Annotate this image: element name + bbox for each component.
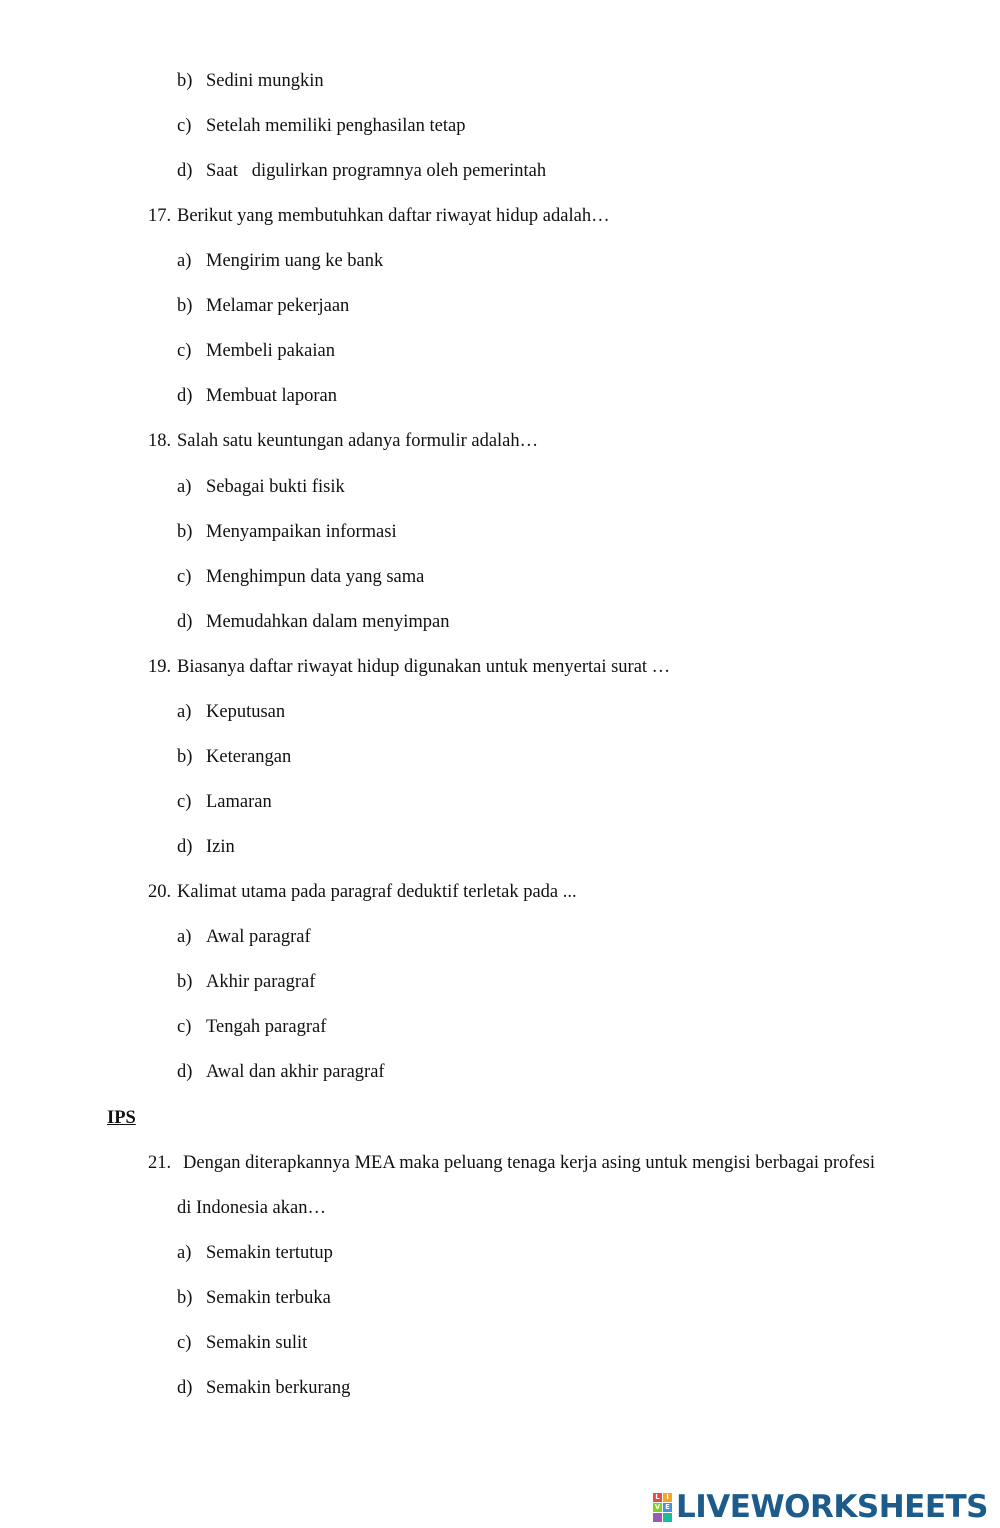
question-text: Salah satu keuntungan adanya formulir adalah…	[177, 431, 539, 451]
option-text: Semakin tertutup	[206, 1243, 333, 1263]
q16-option-b	[177, 69, 324, 93]
option-text: Semakin terbuka	[206, 1288, 331, 1308]
option-text: Sebagai bukti fisik	[206, 477, 345, 497]
logo-mark-cell: V	[654, 1502, 661, 1511]
section-heading-ips: IPS	[107, 1108, 136, 1128]
option-text: Menyampaikan informasi	[206, 522, 397, 542]
option-text: Keterangan	[206, 747, 292, 767]
option-letter: a)	[177, 702, 192, 722]
option-letter: a)	[177, 927, 192, 947]
option-letter: b)	[177, 1288, 193, 1308]
question-text: Dengan diterapkannya MEA maka peluang tenaga kerja asing untuk mengisi berbagai profesi	[183, 1153, 875, 1173]
option-text: Semakin berkurang	[206, 1378, 351, 1398]
option-text: Melamar pekerjaan	[206, 296, 350, 316]
question-19	[148, 655, 670, 679]
option-text: Mengirim uang ke bank	[206, 251, 384, 271]
q21-option-b	[177, 1286, 331, 1310]
q21-option-c	[177, 1331, 307, 1355]
option-letter: c)	[177, 116, 192, 136]
option-letter: c)	[177, 1333, 192, 1353]
logo-mark-cell: E	[663, 1503, 672, 1512]
q17-option-a	[177, 249, 383, 273]
q19-option-d	[177, 835, 235, 859]
liveworksheets-logo-text: LIVEWORKSHEETS	[676, 1489, 988, 1525]
q20-option-a	[177, 925, 311, 949]
option-letter: a)	[177, 1243, 192, 1263]
q18-option-d	[177, 610, 450, 634]
option-letter: b)	[177, 296, 193, 316]
logo-mark-cell: L	[653, 1493, 662, 1502]
q21-option-a	[177, 1241, 333, 1265]
option-letter: d)	[177, 386, 193, 406]
option-letter: d)	[177, 1378, 193, 1398]
q18-option-a	[177, 475, 345, 499]
option-letter: d)	[177, 161, 193, 181]
q19-option-b	[177, 745, 291, 769]
q20-option-c	[177, 1015, 326, 1039]
option-letter: b)	[177, 71, 193, 91]
q20-option-d	[177, 1060, 385, 1084]
question-20	[148, 880, 577, 904]
option-text: Membuat laporan	[206, 386, 337, 406]
option-letter: a)	[177, 477, 192, 497]
option-text: Keputusan	[206, 702, 286, 722]
q17-option-b	[177, 294, 349, 318]
option-text: Membeli pakaian	[206, 341, 335, 361]
option-letter: d)	[177, 837, 193, 857]
question-number: 18.	[148, 431, 172, 451]
option-text: Akhir paragraf	[206, 972, 316, 992]
option-text: Sedini mungkin	[206, 71, 324, 91]
option-letter: b)	[177, 747, 193, 767]
option-letter: a)	[177, 251, 192, 271]
question-17	[148, 204, 610, 228]
q18-option-c	[177, 565, 424, 589]
option-text: Saat digulirkan programnya oleh pemerintah	[206, 161, 547, 181]
option-text: Lamaran	[206, 792, 272, 812]
q16-option-d	[177, 159, 546, 183]
option-letter: b)	[177, 522, 193, 542]
question-text: Kalimat utama pada paragraf deduktif terletak pada ...	[177, 882, 577, 902]
option-letter: c)	[177, 341, 192, 361]
liveworksheets-logo[interactable]	[653, 1490, 988, 1524]
q16-option-c	[177, 114, 465, 138]
q17-option-c	[177, 339, 335, 363]
question-number: 21.	[148, 1153, 172, 1173]
question-text: Biasanya daftar riwayat hidup digunakan untuk menyertai surat …	[177, 657, 671, 677]
option-text: Menghimpun data yang sama	[206, 567, 425, 587]
question-21-continuation: di Indonesia akan…	[177, 1198, 326, 1218]
q21-option-d	[177, 1376, 350, 1400]
q20-option-b	[177, 970, 315, 994]
question-number: 19.	[148, 657, 172, 677]
q19-option-c	[177, 790, 272, 814]
option-text: Tengah paragraf	[206, 1017, 327, 1037]
question-21	[148, 1151, 875, 1175]
option-text: Setelah memiliki penghasilan tetap	[206, 116, 466, 136]
logo-mark-cell	[663, 1513, 672, 1522]
logo-mark-cell	[653, 1513, 662, 1522]
option-letter: c)	[177, 792, 192, 812]
option-letter: d)	[177, 1062, 193, 1082]
option-letter: d)	[177, 612, 193, 632]
q17-option-d	[177, 384, 337, 408]
option-letter: b)	[177, 972, 193, 992]
option-text: Awal dan akhir paragraf	[206, 1062, 385, 1082]
question-text: Berikut yang membutuhkan daftar riwayat hidup adalah…	[177, 206, 610, 226]
question-number: 20.	[148, 882, 172, 902]
option-text: Memudahkan dalam menyimpan	[206, 612, 450, 632]
option-text: Semakin sulit	[206, 1333, 308, 1353]
question-18	[148, 429, 538, 453]
option-text: Izin	[206, 837, 235, 857]
q18-option-b	[177, 520, 397, 544]
liveworksheets-logo-icon	[653, 1493, 672, 1522]
logo-mark-cell: I	[663, 1493, 672, 1502]
question-number: 17.	[148, 206, 172, 226]
option-letter: c)	[177, 567, 192, 587]
option-letter: c)	[177, 1017, 192, 1037]
q19-option-a	[177, 700, 285, 724]
option-text: Awal paragraf	[206, 927, 311, 947]
